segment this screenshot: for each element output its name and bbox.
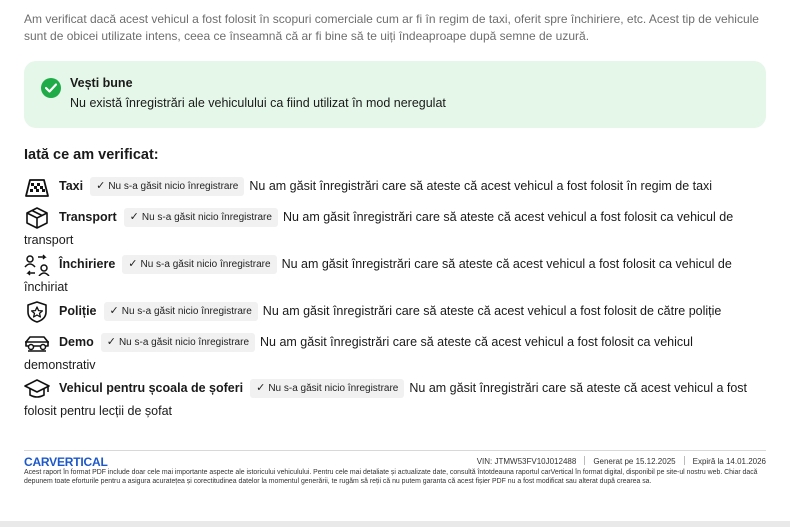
status-badge: ✓ Nu s-a găsit nicio înregistrare (104, 302, 258, 321)
status-badge: ✓ Nu s-a găsit nicio înregistrare (90, 177, 244, 196)
good-news-text: Nu există înregistrări ale vehiculului ca fiind utilizat în mod neregulat (70, 96, 446, 110)
check-name: Vehicul pentru școala de șoferi (59, 381, 244, 395)
check-description: Nu am găsit înregistrări care să ateste că acest vehicul a fost folosit ca vehicul de închiriat (24, 257, 732, 294)
check-name: Închiriere (59, 257, 116, 271)
status-badge: ✓ Nu s-a găsit nicio înregistrare (101, 333, 255, 352)
check-row-driving-school (24, 377, 764, 423)
check-circle-icon (41, 78, 61, 98)
graduation-cap-icon (24, 378, 50, 400)
check-description: Nu am găsit înregistrări care să ateste că acest vehicul a fost folosit ca vehicul de transport (24, 210, 734, 247)
check-name: Poliție (59, 304, 97, 318)
checked-heading: Iată ce am verificat: (24, 147, 159, 163)
intro-text: Am verificat dacă acest vehicul a fost folosit în scopuri comerciale cum ar fi în regim de taxi, oferit spre închiriere, etc. Acest tip de vehicule sunt de obicei utilizate intens, ceea ce înseamnă că ar fi bine să te uiți îndeaproape după semne de uzură. (24, 12, 759, 43)
check-description: Nu am găsit înregistrări care să ateste că acest vehicul a fost folosit în regim de taxi (249, 179, 713, 193)
expiry-date: Expiră la 14.01.2026 (692, 457, 766, 466)
vin-label: VIN: JTMW53FV10J012488 (476, 457, 577, 466)
good-news-title: Vești bune (70, 76, 133, 90)
demo-car-icon (24, 332, 50, 354)
check-row-demo (24, 331, 764, 377)
check-description: Nu am găsit înregistrări care să ateste că acest vehicul a fost folosit pentru lecții de șofat (24, 381, 748, 418)
status-badge: ✓ Nu s-a găsit nicio înregistrare (122, 255, 276, 274)
rental-icon (24, 254, 50, 276)
status-badge: ✓ Nu s-a găsit nicio înregistrare (250, 379, 404, 398)
check-row-police (24, 300, 764, 323)
taxi-icon (24, 176, 50, 198)
check-name: Taxi (59, 179, 84, 193)
report-meta (477, 456, 766, 466)
check-row-taxi (24, 175, 764, 198)
disclaimer-text: Acest raport în format PDF include doar cele mai importante aspecte ale istoricului vehiculului. Pentru cele mai detaliate și actualizate date, consultă întotdeauna raportul carVertical în format digital, disponibil pe site-ul nostru web. Chiar dacă depunem toate eforturile pentru a asigura acuratețea și corectitudinea datelor la momentul generării, te rugăm să reții că nu putem garanta că acest fișier PDF nu a fost modificat sau alterat după crearea sa. (24, 469, 758, 485)
page-bottom-edge (0, 521, 790, 527)
carvertical-logo: CARVERTICAL (24, 455, 108, 469)
police-badge-icon (24, 301, 50, 323)
box-icon (24, 207, 50, 229)
footer-divider (24, 450, 766, 451)
generated-date: Generat pe 15.12.2025 (593, 457, 676, 466)
check-name: Transport (59, 210, 117, 224)
check-description: Nu am găsit înregistrări care să ateste că acest vehicul a fost folosit de către poliție (262, 304, 722, 318)
good-news-banner (24, 61, 766, 128)
status-badge: ✓ Nu s-a găsit nicio înregistrare (124, 208, 278, 227)
check-row-transport (24, 206, 764, 252)
check-description: Nu am găsit înregistrări care să ateste că acest vehicul a fost folosit ca vehicul demonstrativ (24, 335, 693, 372)
check-name: Demo (59, 335, 94, 349)
check-row-rental (24, 253, 764, 299)
